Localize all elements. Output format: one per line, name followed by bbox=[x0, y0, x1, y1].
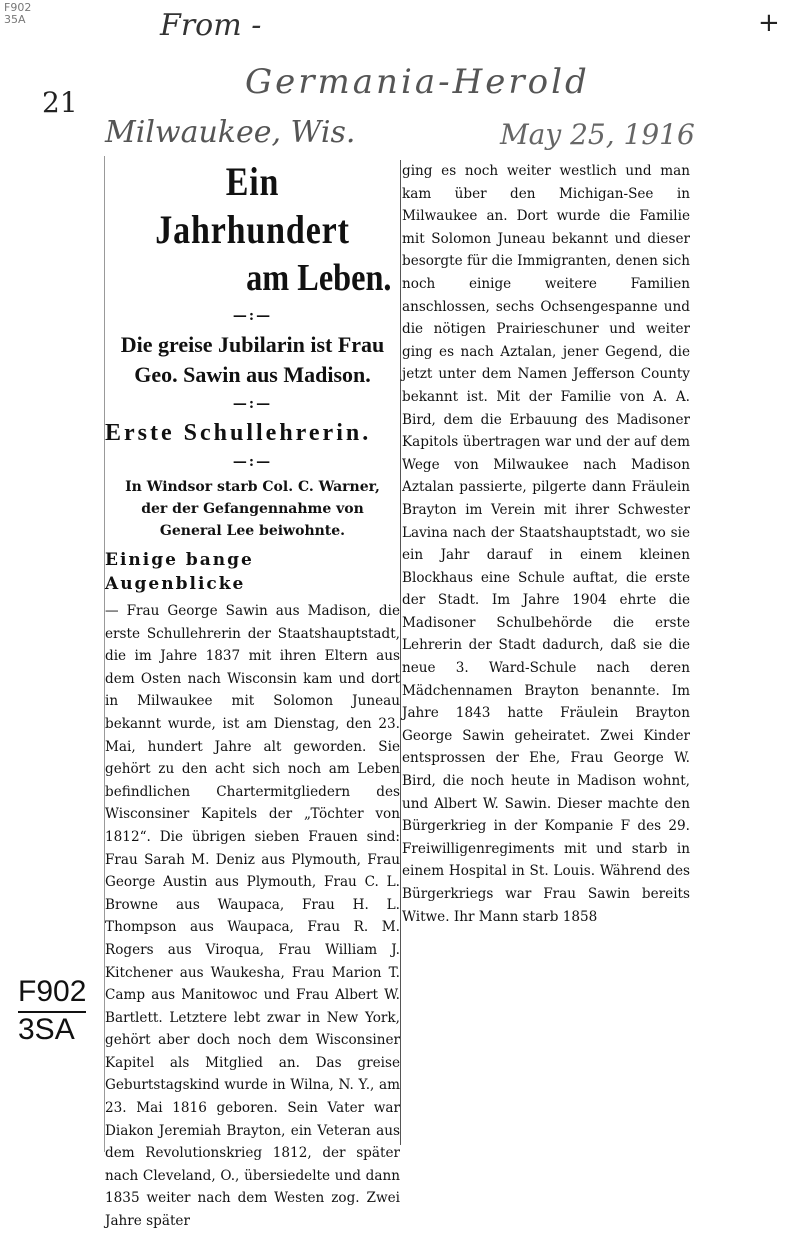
column-rule bbox=[400, 160, 401, 1145]
archive-stamp bbox=[4, 2, 31, 26]
article-title-line1: Ein Jahrhundert bbox=[155, 159, 350, 252]
article-body-col2: ging es noch weiter westlich und man kam über den Michigan-See in Milwaukee an. Dort wurde die Familie mit Solomon Juneau bekannt und dieser besorgte für die Immigranten, denen sich noch einige weitere Familien anschlossen, sechs Ochsengespanne und die nötigen Prairieschuner und weiter ging es nach Aztalan, jener Gegend, die jetzt unter dem Namen Jefferson County bekannt ist. Mit der Familie von A. A. Bird, dem die Erbauung des Madisoner Kapitols übertragen war und der auf dem Wege von Milwaukee nach Madison Aztalan passierte, pilgerte dann Fräulein Brayton im Verein mit ihrer Schwester Lavina nach der Staatshauptstadt, wo sie ein Jahr darauf in einem kleinen Blockhaus eine Schule auftat, die erste der Stadt. Im Jahre 1904 ehrte die Madisoner Schulbehörde die erste Lehrerin der Stadt dadurch, daß sie die neue 3. Ward-Schule nach deren Mädchennamen Brayton benannte. Im Jahre 1843 hatte Fräulein Brayton George Sawin geheiratet. Zwei Kinder entsprossen der Ehe, Frau George W. Bird, die noch heute in Madison wohnt, und Albert W. Sawin. Dieser machte den Bürgerkrieg in der Kompanie F des 29. Freiwilligenregiments mit und starb in einem Hospital in St. Louis. Während des Bürgerkriegs war Frau Sawin bereits Witwe. Ihr Mann starb 1858 bbox=[402, 163, 690, 925]
handwritten-from: From - bbox=[160, 8, 262, 43]
article-column-2 bbox=[402, 160, 690, 928]
handwritten-page-number: 21 bbox=[42, 86, 78, 119]
stamp-code: F902 bbox=[4, 1, 32, 14]
handwritten-date: May 25, 1916 bbox=[500, 118, 695, 151]
separator: —:— bbox=[232, 454, 273, 470]
subheadline-augenblicke: Einige bange Augenblicke bbox=[105, 550, 254, 594]
subheadline-jubilarin: Die greise Jubilarin ist Frau Geo. Sawin aus Madison. bbox=[120, 332, 385, 387]
subheadline-windsor: In Windsor starb Col. C. Warner, der der Gefangennahme von General Lee beiwohnte. bbox=[125, 479, 380, 539]
plus-mark: + bbox=[758, 8, 780, 38]
article-column-1 bbox=[105, 158, 400, 1233]
article-body-col1: — Frau George Sawin aus Madison, die erste Schullehrerin der Staatshauptstadt, die im Jahre 1837 mit ihren Eltern aus dem Osten nach Wisconsin kam und dort in Milwaukee mit Solomon Juneau bekannt wurde, ist am Dienstag, den 23. Mai, hundert Jahre alt geworden. Sie gehört zu den acht sich noch am Leben befindlichen Chartermitgliedern des Wisconsiner Kapitels der „Töchter von 1812“. Die übrigen sieben Frauen sind: Frau Sarah M. Deniz aus Plymouth, Frau George Austin aus Plymouth, Frau C. L. Browne aus Waupaca, Frau H. L. Thompson aus Waupaca, Frau R. M. Rogers aus Viroqua, Frau William J. Kitchener aus Waukesha, Frau Marion T. Camp aus Manitowoc und Frau Albert W. Bartlett. Letztere lebt zwar in New York, gehört aber doch noch dem Wisconsiner Kapitel als Mitglied an. Das greise Geburtstagskind wurde in Wilna, N. Y., am 23. Mai 1816 geboren. Sein Vater war Diakon Jeremiah Brayton, ein Veteran aus dem Revolutionskrieg 1812, der später nach Cleveland, O., übersiedelte und dann 1835 weiter nach dem Westen zog. Zwei Jahre später bbox=[105, 603, 400, 1230]
margin-code-line2: 3SA bbox=[18, 1013, 75, 1046]
subheadline-schullehrerin: Erste Schullehrerin. bbox=[105, 420, 372, 446]
article-title-line2: am Leben. bbox=[246, 257, 392, 299]
handwritten-paper-name: Germania-Herold bbox=[245, 62, 590, 102]
separator: —:— bbox=[232, 308, 273, 324]
handwritten-place: Milwaukee, Wis. bbox=[105, 115, 356, 150]
stamp-sub: 35A bbox=[4, 13, 26, 26]
separator: —:— bbox=[232, 396, 273, 412]
margin-code-line1: F902 bbox=[18, 975, 86, 1013]
margin-code bbox=[18, 975, 86, 1047]
